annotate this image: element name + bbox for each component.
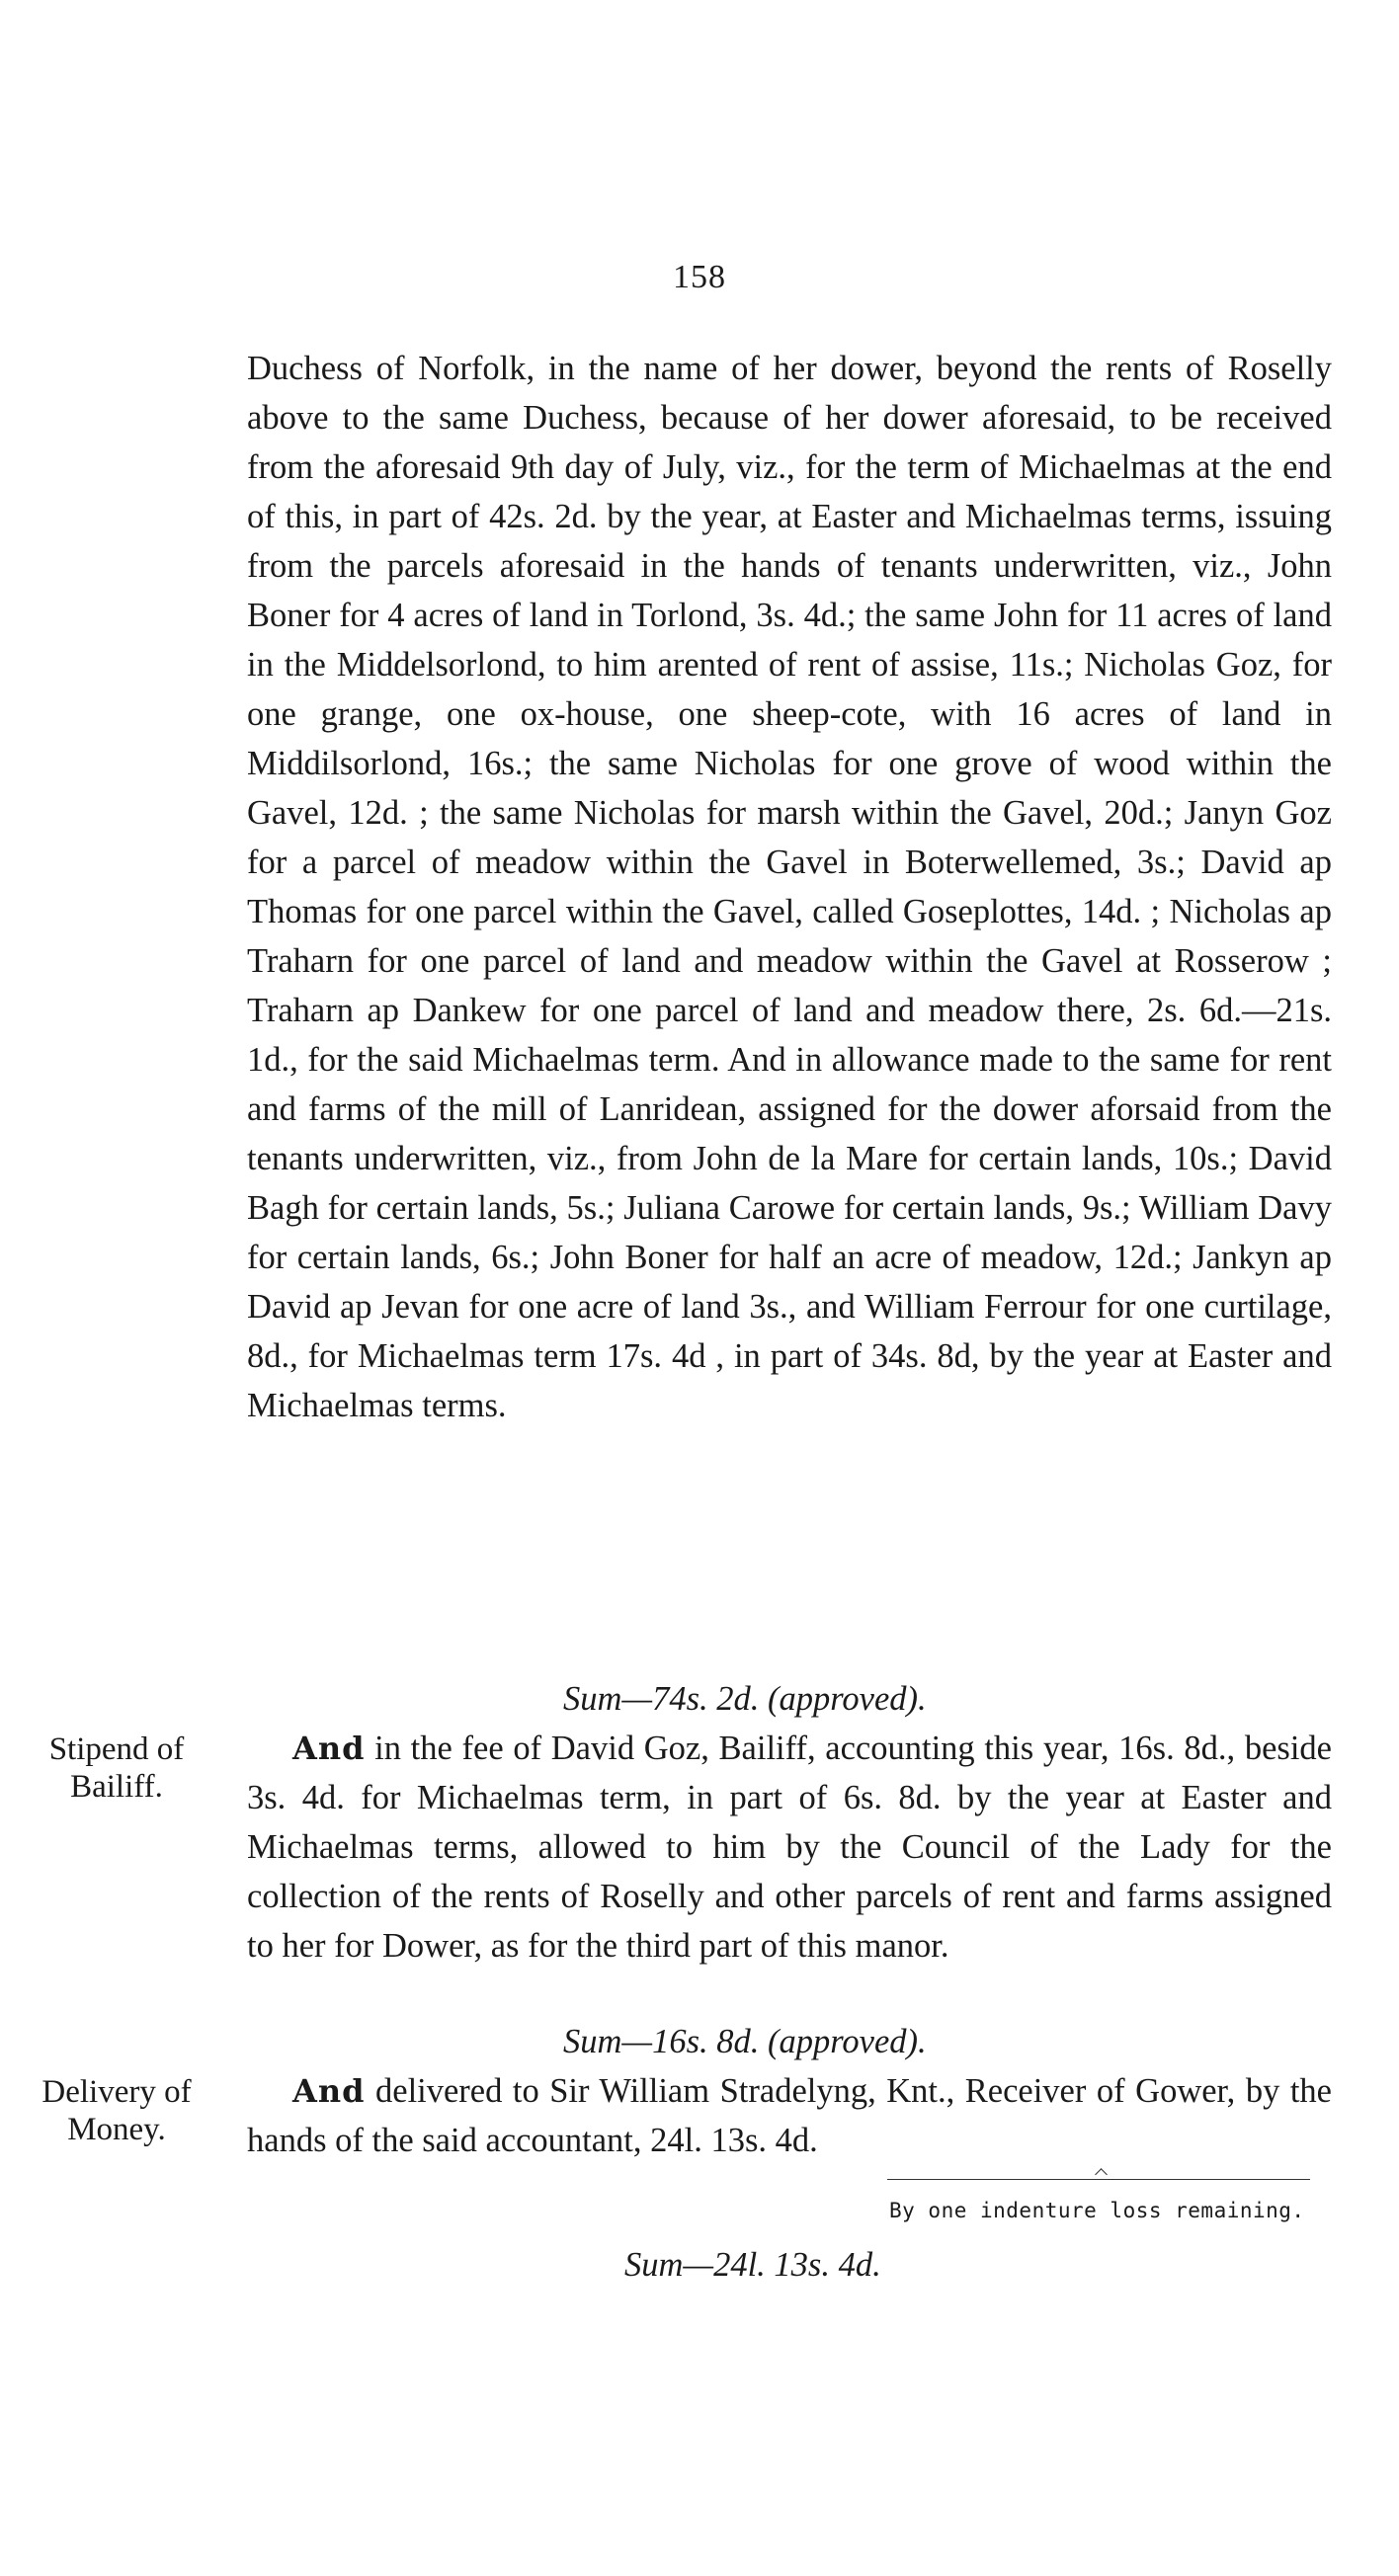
page-number: 158 [673,259,726,295]
brace-rule [887,2179,1310,2192]
paragraph-delivery-money [247,2066,1332,2165]
paragraph-text: delivered to Sir William Stradelyng, Knt., Receiver of Gower, by the hands of the said accountant, 24l. 13s. 4d. [247,2072,1332,2159]
paragraph-text: in the fee of David Goz, Bailiff, accounting this year, 16s. 8d., beside 3s. 4d. for Michaelmas term, in part of 6s. 8d. by the year at Easter and Michaelmas terms, allowed to him by the Council of the Lady for the collection of the rents of Roselly and other parcels of rent and farms assigned to her for Dower, as for the third part of this manor. [247,1730,1332,1965]
sum-total: Sum—24l. 13s. 4d. [624,2246,881,2284]
blackletter-initial: And [292,2072,366,2110]
paragraph-bailiff-stipend [247,1724,1332,1971]
blackletter-initial: And [292,1730,366,1767]
margin-note-stipend: Stipend of Bailiff. [48,1731,185,1805]
sum-approved-1: Sum—74s. 2d. (approved). [563,1680,927,1718]
margin-note-delivery: Delivery of Money. [41,2074,192,2147]
sum-approved-2: Sum—16s. 8d. (approved). [563,2023,927,2060]
indenture-note: By one indenture loss remaining. [889,2199,1305,2222]
paragraph-dower-rents: Duchess of Norfolk, in the name of her dower, beyond the rents of Roselly above to the same Duchess, because of her dower aforesaid, to be received from the aforesaid 9th day of July, viz., for the term of Michaelmas at the end of this, in part of 42s. 2d. by the year, at Easter and Michaelmas terms, issuing from the parcels aforesaid in the hands of tenants underwritten, viz., John Boner for 4 acres of land in Torlond, 3s. 4d.; the same John for 11 acres of land in the Middelsorlond, to him arented of rent of assise, 11s.; Nicholas Goz, for one grange, one ox-house, one sheep-cote, with 16 acres of land in Middilsorlond, 16s.; the same Nicholas for one grove of wood within the Gavel, 12d. ; the same Nicholas for marsh within the Gavel, 20d.; Janyn Goz for a parcel of meadow within the Gavel in Boterwellemed, 3s.; David ap Thomas for one parcel within the Gavel, called Goseplottes, 14d. ; Nicholas ap Traharn for one parcel of land and meadow within the Gavel at Rosserow ; Traharn ap Dankew for one parcel of land and meadow there, 2s. 6d.—21s. 1d., for the said Michaelmas term. And in allowance made to the same for rent and farms of the mill of Lanridean, assigned for the dower aforsaid from the tenants underwritten, viz., from John de la Mare for certain lands, 10s.; David Bagh for certain lands, 5s.; Juliana Carowe for certain lands, 9s.; William Davy for certain lands, 6s.; John Boner for half an acre of meadow, 12d.; Jankyn ap David ap Jevan for one acre of land 3s., and William Ferrour for one curtilage, 8d., for Michaelmas term 17s. 4d , in part of 34s. 8d, by the year at Easter and Michaelmas terms. [247,350,1332,1424]
